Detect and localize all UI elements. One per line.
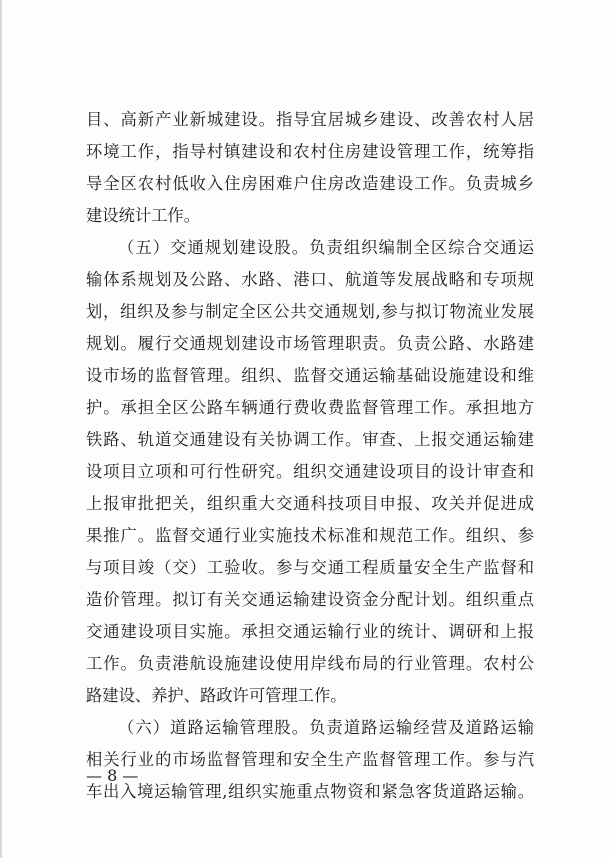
text-line: 环境工作，指导村镇建设和农村住房建设管理工作，统筹指 [86,142,534,161]
text-line: 车出入境运输管理,组织实施重点物资和紧急客货道路运输。 [86,782,534,801]
page-edge [0,0,2,858]
text-line: 工作。负责港航设施建设使用岸线布局的行业管理。农村公 [86,654,534,673]
text-line: 果推广。监督交通行业实施技术标准和规范工作。组织、参 [86,526,534,545]
text-line: 设项目立项和可行性研究。组织交通建设项目的设计审查和 [86,462,534,481]
text-line: 与项目竣（交）工验收。参与交通工程质量安全生产监督和 [86,558,534,577]
text-line: 输体系规划及公路、水路、港口、航道等发展战略和专项规 [86,270,534,289]
text-line: （六）道路运输管理股。负责道路运输经营及道路运输 [118,718,534,737]
text-line: 上报审批把关，组织重大交通科技项目申报、攻关并促进成 [86,494,534,513]
text-line: 导全区农村低收入住房困难户住房改造建设工作。负责城乡 [86,174,534,193]
text-line: 铁路、轨道交通建设有关协调工作。审查、上报交通运输建 [86,430,534,449]
text-line: 建设统计工作。 [86,206,200,225]
text-line: 造价管理。拟订有关交通运输建设资金分配计划。组织重点 [86,590,534,609]
text-line: 规划。履行交通规划建设市场管理职责。负责公路、水路建 [86,334,534,353]
text-line: 设市场的监督管理。组织、监督交通运输基础设施建设和维 [86,366,534,385]
text-line: 划，组织及参与制定全区公共交通规划,参与拟订物流业发展 [86,302,534,321]
text-line: 路建设、养护、路政许可管理工作。 [86,686,347,705]
body-text [86,104,534,808]
text-line: 交通建设项目实施。承担交通运输行业的统计、调研和上报 [86,622,534,641]
text-line: 目、高新产业新城建设。指导宜居城乡建设、改善农村人居 [86,110,534,129]
text-line: 护。承担全区公路车辆通行费收费监督管理工作。承担地方 [86,398,534,417]
page-number: — 8 — [86,766,139,785]
text-line: （五）交通规划建设股。负责组织编制全区综合交通运 [118,238,534,257]
text-line: 相关行业的市场监督管理和安全生产监督管理工作。参与汽 [86,750,534,769]
